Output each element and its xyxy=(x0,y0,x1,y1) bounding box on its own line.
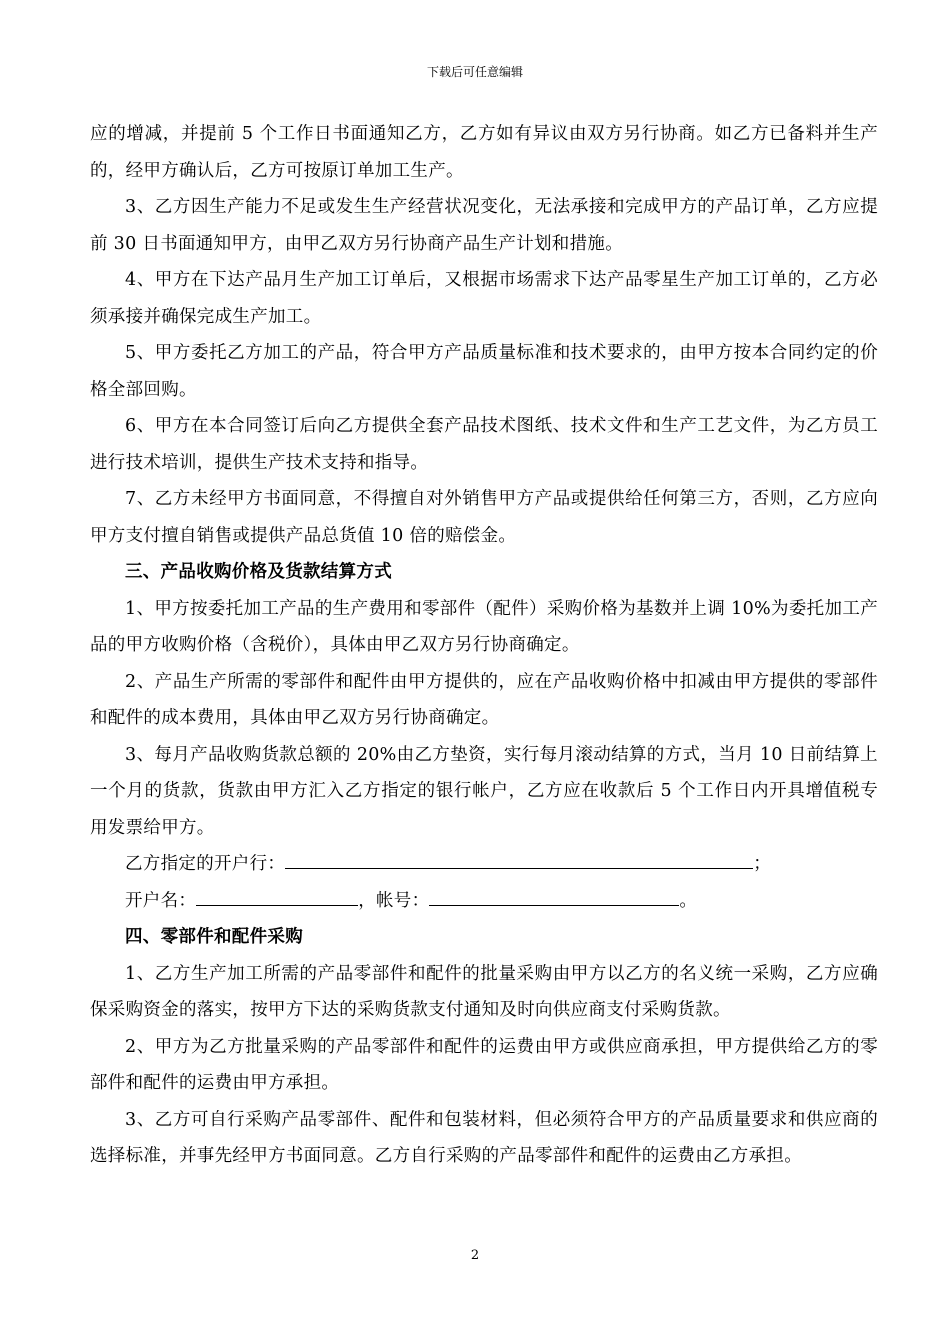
account-number-blank xyxy=(429,883,679,906)
account-name-blank xyxy=(196,883,358,906)
page-number: 2 xyxy=(470,1248,480,1263)
clause-3-2: 2、产品生产所需的零部件和配件由甲方提供的，应在产品收购价格中扣减由甲方提供的零部件和配件的成本费用，具体由甲乙双方另行协商确定。 xyxy=(90,671,878,728)
account-line xyxy=(90,883,878,920)
clause-2-3: 3、乙方因生产能力不足或发生生产经营状况变化，无法承接和完成甲方的产品订单，乙方应提前 30 日书面通知甲方，由甲乙双方另行协商产品生产计划和措施。 xyxy=(90,197,878,254)
bank-label: 乙方指定的开户行： xyxy=(125,854,286,874)
clause-2-6: 6、甲方在本合同签订后向乙方提供全套产品技术图纸、技术文件和生产工艺文件，为乙方员工进行技术培训，提供生产技术支持和指导。 xyxy=(90,416,878,473)
account-end: 。 xyxy=(679,890,698,911)
clause-4-3: 3、乙方可自行采购产品零部件、配件和包装材料，但必须符合甲方的产品质量要求和供应商的选择标准，并事先经甲方书面同意。乙方自行采购的产品零部件和配件的运费由乙方承担。 xyxy=(90,1109,878,1166)
clause-2-7: 7、乙方未经甲方书面同意，不得擅自对外销售甲方产品或提供给任何第三方，否则，乙方应向甲方支付擅自销售或提供产品总货值 10 倍的赔偿金。 xyxy=(90,489,878,546)
bank-end: ； xyxy=(753,854,772,874)
bank-blank xyxy=(285,846,753,869)
account-name-label: 开户名： xyxy=(125,890,197,911)
clause-3-1: 1、甲方按委托加工产品的生产费用和零部件（配件）采购价格为基数并上调 10%为委托加工产品的甲方收购价格（含税价），具体由甲乙双方另行协商确定。 xyxy=(90,598,878,655)
paragraph-continuation: 应的增减，并提前 5 个工作日书面通知乙方，乙方如有异议由双方另行协商。如乙方已备料并生产的，经甲方确认后，乙方可按原订单加工生产。 xyxy=(90,124,878,181)
clause-3-3: 3、每月产品收购货款总额的 20%由乙方垫资，实行每月滚动结算的方式，当月 10 日前结算上一个月的货款，货款由甲方汇入乙方指定的银行帐户，乙方应在收款后 5 个工作日内开具增值税专用发票给甲方。 xyxy=(90,744,878,838)
section-4-heading: 四、零部件和配件采购 xyxy=(125,927,303,947)
clause-4-2: 2、甲方为乙方批量采购的产品零部件和配件的运费由甲方或供应商承担，甲方提供给乙方的零部件和配件的运费由甲方承担。 xyxy=(90,1036,878,1093)
clause-4-1: 1、乙方生产加工所需的产品零部件和配件的批量采购由甲方以乙方的名义统一采购，乙方应确保采购资金的落实，按甲方下达的采购货款支付通知及时向供应商支付采购货款。 xyxy=(90,963,878,1020)
page-header: 下载后可任意编辑 xyxy=(426,65,523,79)
clause-2-4: 4、甲方在下达产品月生产加工订单后，又根据市场需求下达产品零星生产加工订单的，乙方必须承接并确保完成生产加工。 xyxy=(90,270,878,327)
document-body xyxy=(90,116,878,1175)
account-number-label: ，帐号： xyxy=(358,890,430,911)
bank-line xyxy=(90,846,878,883)
section-3-heading: 三、产品收购价格及货款结算方式 xyxy=(125,562,392,582)
clause-2-5: 5、甲方委托乙方加工的产品，符合甲方产品质量标准和技术要求的，由甲方按本合同约定的价格全部回购。 xyxy=(90,343,878,400)
